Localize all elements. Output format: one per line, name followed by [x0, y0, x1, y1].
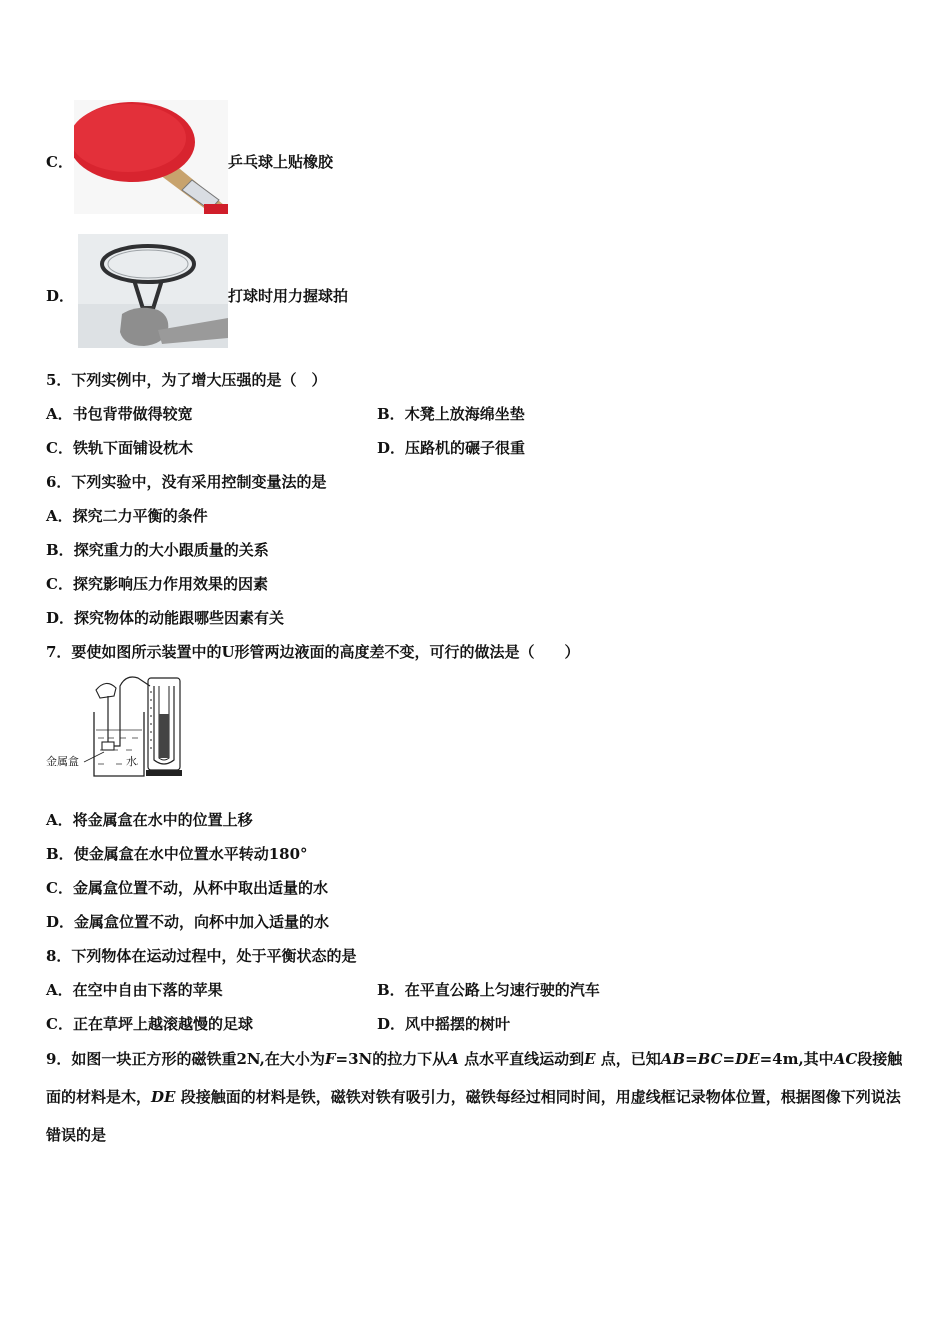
q6-stem: 6．下列实验中，没有采用控制变量法的是 — [46, 473, 327, 491]
q5-option-a: A．书包背带做得较宽 — [46, 405, 193, 423]
u-tube-pressure-figure — [46, 672, 186, 780]
racket-grip-image — [78, 234, 228, 348]
q7-option-b: B．使金属盒在水中位置水平转动180° — [46, 845, 308, 863]
q7-option-a: A．将金属盒在水中的位置上移 — [46, 811, 253, 829]
q5-option-d: D．压路机的碾子很重 — [377, 439, 526, 457]
q4-option-c-letter: C． — [46, 153, 73, 171]
q8-option-b: B．在平直公路上匀速行驶的汽车 — [377, 981, 600, 999]
q4-option-c-text: 乒乓球上贴橡胶 — [228, 153, 334, 171]
q8-stem: 8．下列物体在运动过程中，处于平衡状态的是 — [46, 947, 357, 965]
q6-option-d: D．探究物体的动能跟哪些因素有关 — [46, 609, 285, 627]
q6-option-b: B．探究重力的大小跟质量的关系 — [46, 541, 269, 559]
q8-option-d: D．风中摇摆的树叶 — [377, 1015, 511, 1033]
q4-option-d-text: 打球时用力握球拍 — [228, 287, 349, 305]
ping-pong-paddle-image — [74, 100, 228, 214]
figure-label-metal-box: 金属盒 — [46, 755, 79, 768]
q7-option-d: D．金属盒位置不动，向杯中加入适量的水 — [46, 913, 330, 931]
q4-option-d-letter: D． — [46, 287, 75, 305]
q5-option-c: C．铁轨下面铺设枕木 — [46, 439, 193, 457]
q8-option-c: C．正在草坪上越滚越慢的足球 — [46, 1015, 253, 1033]
q8-option-a: A．在空中自由下落的苹果 — [46, 981, 223, 999]
q7-option-c: C．金属盒位置不动，从杯中取出适量的水 — [46, 879, 328, 897]
q5-option-b: B．木凳上放海绵坐垫 — [377, 405, 525, 423]
q5-stem: 5．下列实例中，为了增大压强的是（ ） — [46, 371, 327, 389]
q9-stem: 9．如图一块正方形的磁铁重2N,在大小为F=3N的拉力下从A 点水平直线运动到E 点，已知AB=BC=DE=4m,其中AC段接触面的材料是木，DE 段接触面的材料是铁，磁铁对铁有吸引力，磁铁每经过相同时间，用虚线框记录物体位置，根据图像下列说法错误的是 — [46, 1050, 903, 1144]
q7-stem: 7．要使如图所示装置中的U形管两边液面的高度差不变，可行的做法是（ ） — [46, 643, 580, 661]
figure-label-water: 水 — [126, 755, 137, 768]
q6-option-a: A．探究二力平衡的条件 — [46, 507, 208, 525]
q6-option-c: C．探究影响压力作用效果的因素 — [46, 575, 268, 593]
